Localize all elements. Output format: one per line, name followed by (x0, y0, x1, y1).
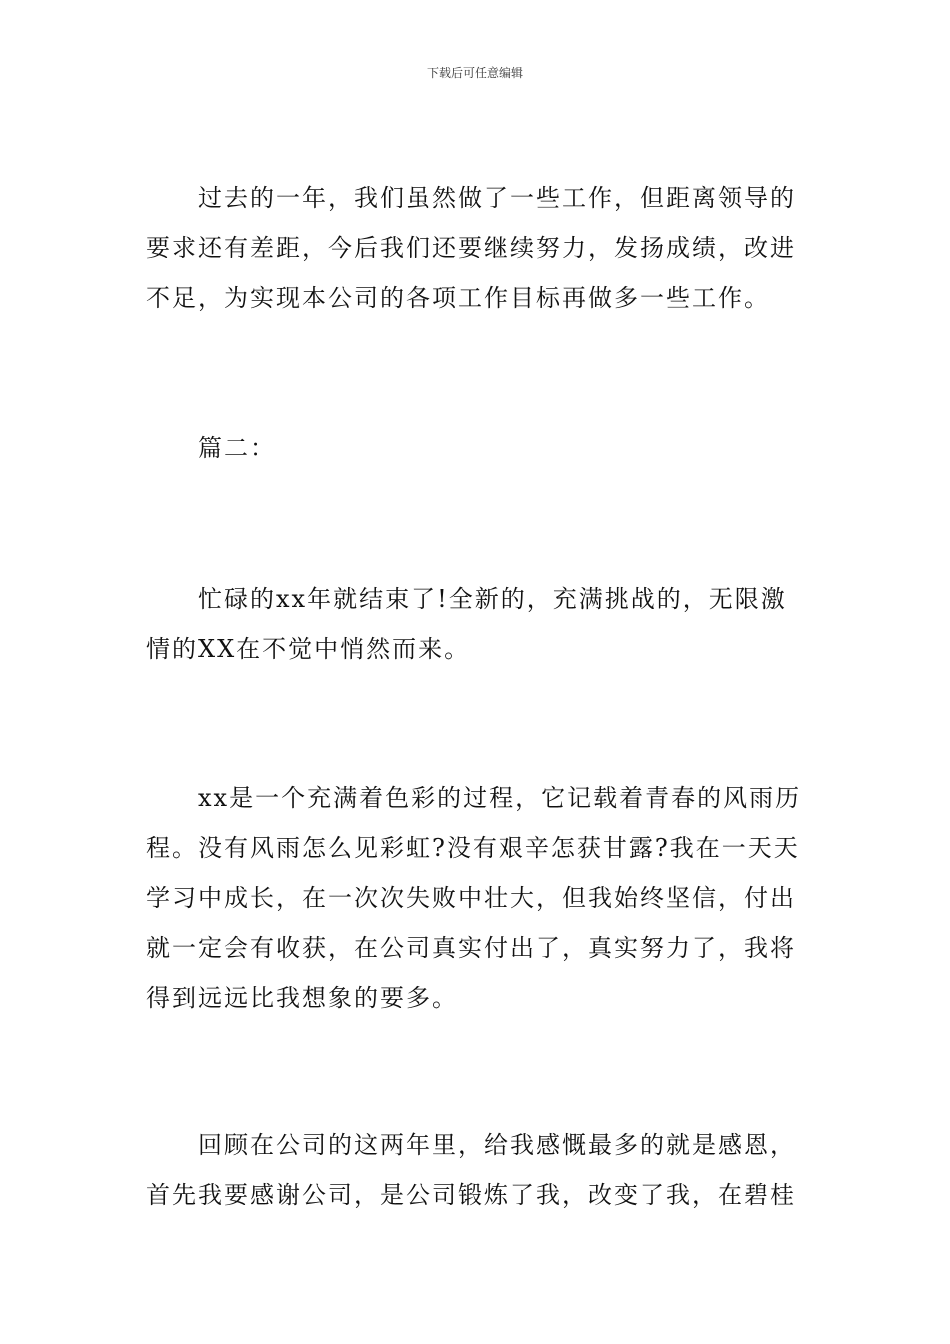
page-header-note: 下载后可任意编辑 (426, 66, 523, 80)
paragraph-summary: 过去的一年，我们虽然做了一些工作，但距离领导的要求还有差距，今后我们还要继续努力，发扬成绩，改进不足，为实现本公司的各项工作目标再做多一些工作。 (146, 184, 796, 312)
paragraph-growth: xx是一个充满着色彩的过程，它记载着青春的风雨历程。没有风雨怎么见彩虹?没有艰辛怎获甘露?我在一天天学习中成长，在一次次失败中壮大，但我始终坚信，付出就一定会有收获，在公司真实付出了，真实努力了，我将得到远远比我想象的要多。 (146, 784, 802, 1012)
section-heading: 篇二： (198, 434, 276, 462)
paragraph-intro: 忙碌的xx年就结束了!全新的，充满挑战的，无限激情的XX在不觉中悄然而来。 (146, 585, 787, 663)
paragraph-gratitude: 回顾在公司的这两年里，给我感慨最多的就是感恩，首先我要感谢公司，是公司锻炼了我，改变了我，在碧桂 (146, 1131, 796, 1209)
